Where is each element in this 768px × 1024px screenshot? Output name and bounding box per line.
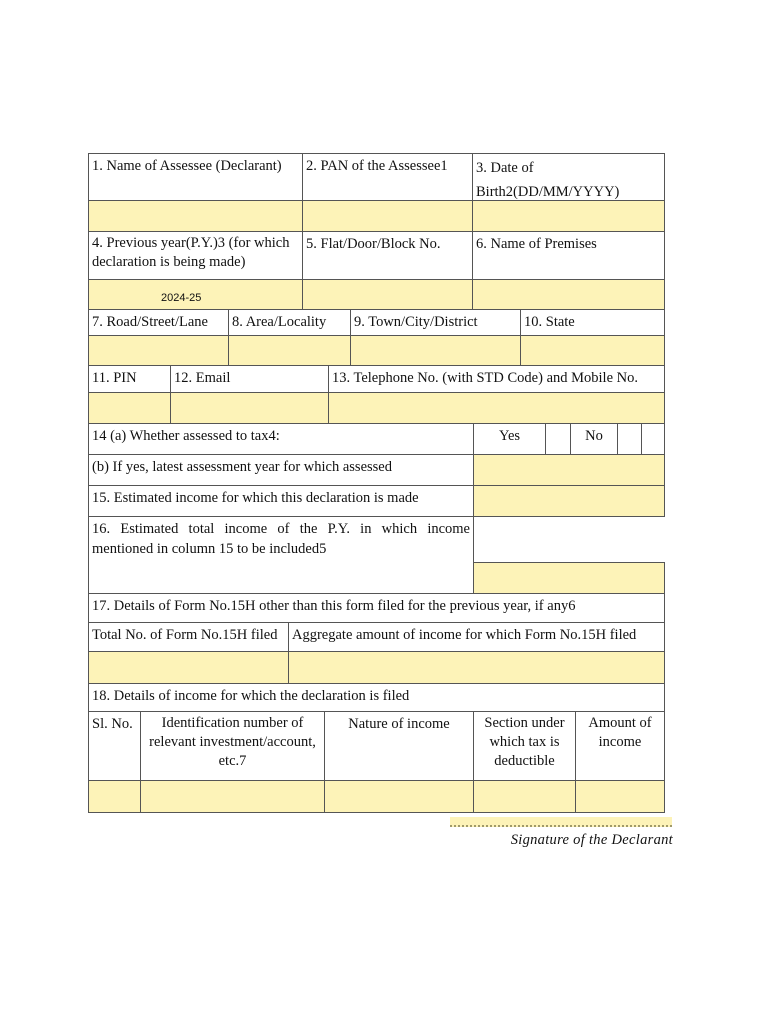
row-1-labels (88, 153, 665, 201)
sl-no-header: Sl. No. (88, 712, 140, 781)
amount-of-income-field[interactable] (575, 781, 665, 813)
date-of-birth-field[interactable] (472, 201, 665, 232)
section-field[interactable] (473, 781, 575, 813)
telephone-mobile-label: 13. Telephone No. (with STD Code) and Mobile No. (328, 366, 665, 393)
assessed-to-tax-label: 14 (a) Whether assessed to tax4: (88, 424, 473, 455)
row-2-labels (88, 232, 665, 280)
area-locality-field[interactable] (228, 336, 350, 366)
row-4-labels (88, 366, 665, 393)
section-header: Section under which tax is deductible (473, 712, 575, 781)
estimated-income-label: 15. Estimated income for which this declaration is made (88, 486, 473, 517)
pin-field[interactable] (88, 393, 170, 424)
telephone-mobile-field[interactable] (328, 393, 665, 424)
row-16 (88, 517, 665, 594)
row-2-inputs (88, 280, 665, 310)
identification-number-field[interactable] (140, 781, 324, 813)
previous-year-label: 4. Previous year(P.Y.)3 (for which declaration is being made) (88, 232, 302, 280)
email-label: 12. Email (170, 366, 328, 393)
sl-no-field[interactable] (88, 781, 140, 813)
town-city-district-label: 9. Town/City/District (350, 310, 520, 336)
area-locality-label: 8. Area/Locality (228, 310, 350, 336)
previous-year-field[interactable]: 2024-25 (88, 280, 302, 310)
flat-door-block-label: 5. Flat/Door/Block No. (302, 232, 472, 280)
pin-label: 11. PIN (88, 366, 170, 393)
total-form-15h-label: Total No. of Form No.15H filed (88, 623, 288, 652)
town-city-district-field[interactable] (350, 336, 520, 366)
row-18-inputs (88, 781, 665, 813)
pan-label: 2. PAN of the Assessee1 (302, 153, 472, 201)
premises-name-field[interactable] (472, 280, 665, 310)
row-18 (88, 684, 665, 712)
no-checkbox[interactable] (617, 424, 641, 455)
road-street-lane-label: 7. Road/Street/Lane (88, 310, 228, 336)
latest-assessment-year-label: (b) If yes, latest assessment year for which assessed (88, 455, 473, 486)
estimated-total-income-blank (473, 517, 665, 563)
nature-of-income-field[interactable] (324, 781, 473, 813)
pan-field[interactable] (302, 201, 472, 232)
latest-assessment-year-field[interactable] (473, 455, 665, 486)
no-label: No (570, 424, 617, 455)
identification-number-header: Identification number of relevant investment/account, etc.7 (140, 712, 324, 781)
estimated-total-income-cells (473, 517, 665, 594)
extra-checkbox-cell (641, 424, 665, 455)
row-14a (88, 424, 665, 455)
row-17 (88, 594, 665, 623)
aggregate-income-field[interactable] (288, 652, 665, 684)
row-1-inputs (88, 201, 665, 232)
flat-door-block-field[interactable] (302, 280, 472, 310)
nature-of-income-header: Nature of income (324, 712, 473, 781)
email-field[interactable] (170, 393, 328, 424)
state-field[interactable] (520, 336, 665, 366)
name-of-assessee-field[interactable] (88, 201, 302, 232)
road-street-lane-field[interactable] (88, 336, 228, 366)
state-label: 10. State (520, 310, 665, 336)
estimated-income-field[interactable] (473, 486, 665, 517)
row-17-inputs (88, 652, 665, 684)
row-14b (88, 455, 665, 486)
premises-name-label: 6. Name of Premises (472, 232, 665, 280)
form-15h-table (88, 153, 665, 813)
amount-of-income-header: Amount of income (575, 712, 665, 781)
income-details-label: 18. Details of income for which the declaration is filed (88, 684, 665, 712)
row-3-labels (88, 310, 665, 336)
row-15 (88, 486, 665, 517)
estimated-total-income-field[interactable] (473, 563, 665, 594)
name-of-assessee-label: 1. Name of Assessee (Declarant) (88, 153, 302, 201)
yes-label: Yes (473, 424, 545, 455)
row-4-inputs (88, 393, 665, 424)
yes-checkbox[interactable] (545, 424, 570, 455)
row-18-headers (88, 712, 665, 781)
row-3-inputs (88, 336, 665, 366)
total-form-15h-field[interactable] (88, 652, 288, 684)
estimated-total-income-label: 16. Estimated total income of the P.Y. in which income mentioned in column 15 to be included5 (88, 517, 473, 594)
row-17-headers (88, 623, 665, 652)
signature-label: Signature of the Declarant (510, 832, 673, 848)
signature-line[interactable] (450, 817, 672, 827)
other-form-15h-label: 17. Details of Form No.15H other than this form filed for the previous year, if any6 (88, 594, 665, 623)
date-of-birth-label: 3. Date of Birth2(DD/MM/YYYY) (472, 153, 665, 201)
aggregate-income-label: Aggregate amount of income for which Form No.15H filed (288, 623, 665, 652)
